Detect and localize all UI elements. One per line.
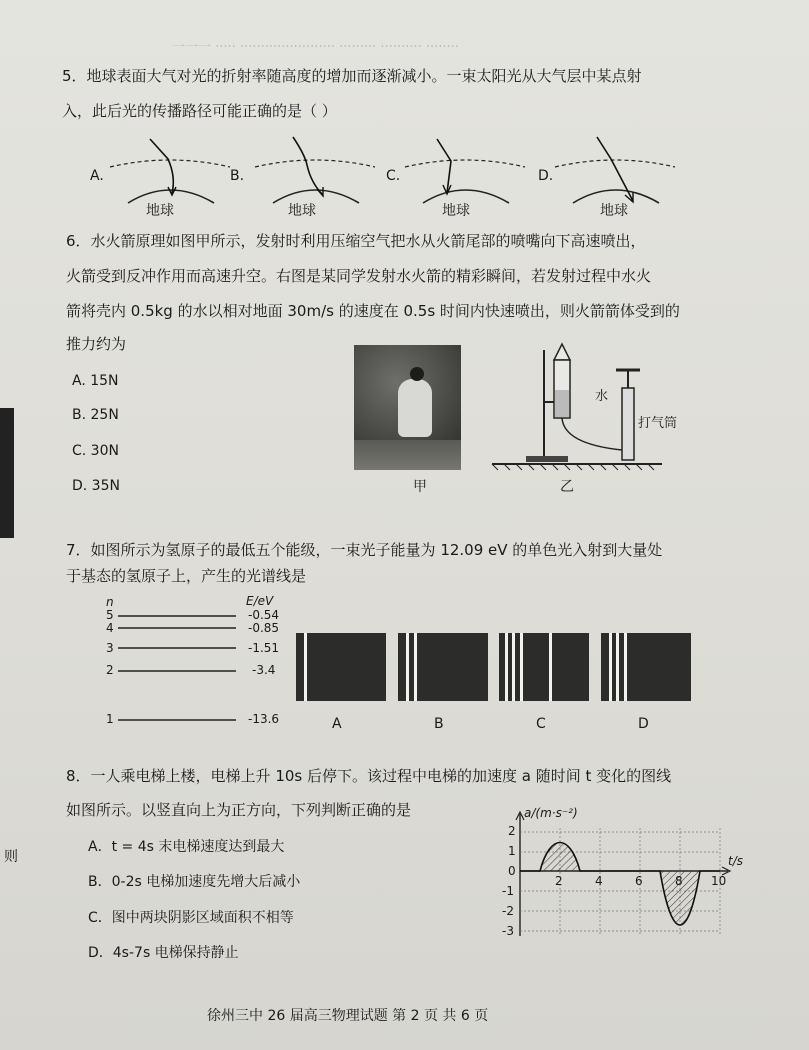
spectrum-c: [499, 633, 589, 701]
level-e-5: -0.54: [248, 608, 280, 622]
bleed-through-text: 一一一 ····· ······················· ········· ·········· ········: [172, 40, 459, 55]
q6-text-line4: 推力约为: [66, 335, 127, 353]
q8-option-d: D．4s-7s 电梯保持静止: [88, 945, 239, 961]
q6-option-d: D. 35N: [72, 478, 120, 494]
pump-label: 打气筒: [638, 416, 678, 431]
q5-text-line1: 5．地球表面大气对光的折射率随高度的增加而逐渐减小。一束太阳光从大气层中某点射: [62, 67, 642, 85]
level-n-2: 2: [106, 663, 114, 677]
q6-text-line2: 火箭受到反冲作用而高速升空。右图是某同学发射水火箭的精彩瞬间，若发射过程中水火: [66, 267, 652, 285]
spectrum-label-d: D: [638, 716, 649, 732]
q5-option-b: B.: [230, 168, 245, 184]
y-tick-neg3: -3: [502, 924, 514, 938]
q5-earth-label-a: 地球: [146, 203, 174, 219]
level-e-1: -13.6: [248, 712, 280, 726]
energy-level-lines: [118, 610, 248, 730]
spectrum-a: [296, 633, 386, 701]
acceleration-time-graph: [500, 808, 740, 958]
level-e-4: -0.85: [248, 621, 280, 635]
y-tick-0: 0: [508, 864, 516, 878]
x-tick-2: 2: [555, 874, 563, 888]
q6-option-b: B. 25N: [72, 407, 119, 423]
q5-text-line2: 入，此后光的传播路径可能正确的是（ ）: [62, 102, 337, 120]
spectrum-d: [601, 633, 691, 701]
level-n-1: 1: [106, 712, 114, 726]
scan-edge-shadow: [0, 408, 14, 538]
energy-e-label: E/eV: [246, 594, 274, 608]
y-tick-neg2: -2: [502, 904, 514, 918]
q5-earth-label-b: 地球: [288, 203, 316, 219]
q8-text-line1: 8．一人乘电梯上楼，电梯上升 10s 后停下。该过程中电梯的加速度 a 随时间 t 变化的图线: [66, 767, 672, 785]
q8-option-b: B．0-2s 电梯加速度先增大后减小: [88, 874, 301, 890]
q6-option-a: A. 15N: [72, 373, 119, 389]
spectrum-label-a: A: [332, 716, 342, 732]
q5-earth-label-d: 地球: [600, 203, 628, 219]
water-label: 水: [595, 389, 609, 404]
q8-text-line2: 如图所示。以竖直向上为正方向，下列判断正确的是: [66, 801, 412, 819]
figure-yi-label: 乙: [560, 479, 574, 495]
x-tick-6: 6: [635, 874, 643, 888]
figure-jia-label: 甲: [413, 479, 427, 495]
q6-text-line1: 6．水火箭原理如图甲所示，发射时利用压缩空气把水从火箭尾部的喷嘴向下高速喷出，: [66, 232, 646, 250]
spectrum-label-c: C: [536, 716, 546, 732]
y-tick-1: 1: [508, 844, 516, 858]
graph-x-axis-label: t/s: [728, 854, 743, 868]
y-tick-neg1: -1: [502, 884, 514, 898]
q6-text-line3: 箭将壳内 0.5kg 的水以相对地面 30m/s 的速度在 0.5s 时间内快速喷出，则火箭箭体受到的: [66, 302, 680, 320]
level-n-5: 5: [106, 608, 114, 622]
q6-option-c: C. 30N: [72, 443, 119, 459]
y-tick-2: 2: [508, 824, 516, 838]
energy-n-label: n: [106, 595, 114, 609]
q7-text-line2: 于基态的氢原子上，产生的光谱线是: [66, 567, 307, 585]
q5-option-c: C.: [386, 168, 401, 184]
page-footer: 徐州三中 26 届高三物理试题 第 2 页 共 6 页: [207, 1008, 489, 1024]
q5-earth-label-c: 地球: [442, 203, 470, 219]
x-tick-8: 8: [675, 874, 683, 888]
q5-option-d: D.: [538, 168, 554, 184]
water-rocket-photo: [354, 345, 461, 470]
margin-text: 则: [4, 849, 18, 865]
q5-option-a: A.: [90, 168, 104, 184]
spectrum-b: [398, 633, 488, 701]
x-tick-10: 10: [711, 874, 727, 888]
level-e-2: -3.4: [252, 663, 276, 677]
x-tick-4: 4: [595, 874, 603, 888]
spectrum-label-b: B: [434, 716, 444, 732]
q8-option-a: A．t = 4s 末电梯速度达到最大: [88, 839, 285, 855]
graph-y-axis-label: a/(m·s⁻²): [524, 806, 578, 820]
level-n-3: 3: [106, 641, 114, 655]
q7-text-line1: 7．如图所示为氢原子的最低五个能级，一束光子能量为 12.09 eV 的单色光入射到大量处: [66, 541, 663, 559]
level-e-3: -1.51: [248, 641, 280, 655]
level-n-4: 4: [106, 621, 114, 635]
water-rocket-apparatus: [492, 340, 662, 470]
q8-option-c: C．图中两块阴影区域面积不相等: [88, 910, 294, 926]
